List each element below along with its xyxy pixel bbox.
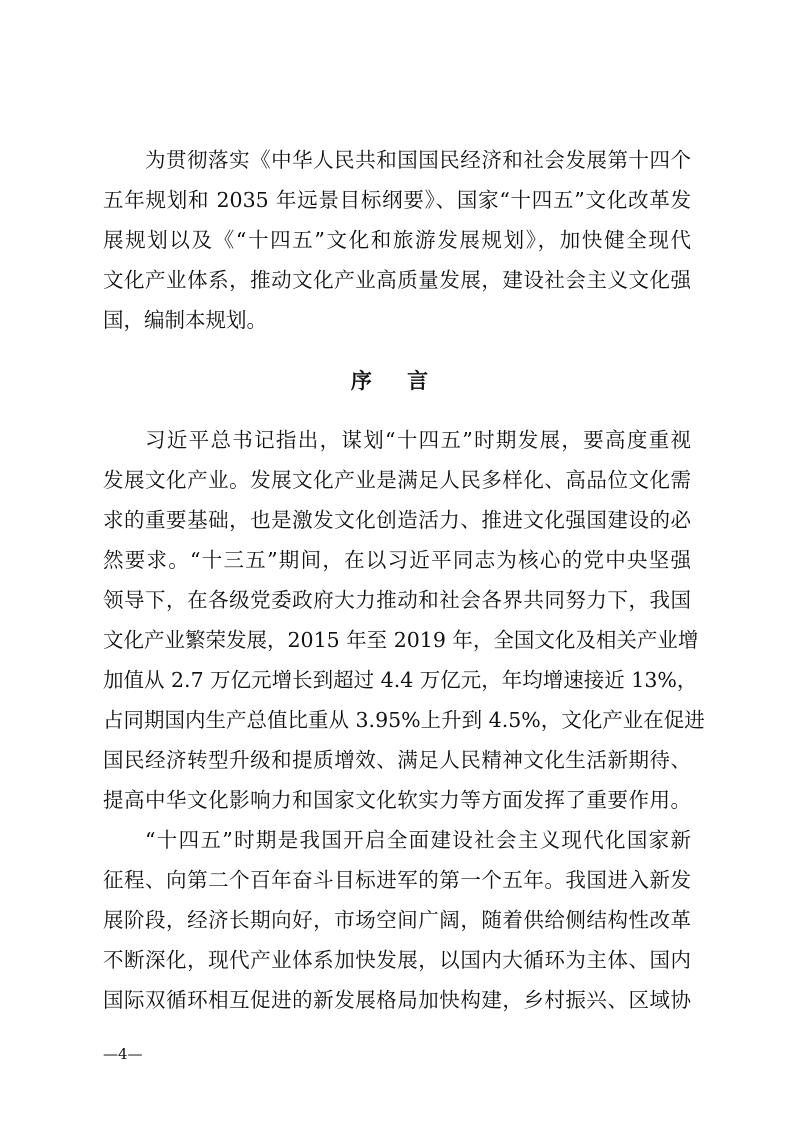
- paragraph-line: 然要求。“十三五”期间，在以习近平同志为核心的党中央坚强: [103, 548, 691, 572]
- paragraph-line: 领导下，在各级党委政府大力推动和社会各界共同努力下，我国: [103, 588, 691, 612]
- paragraph-line: “十四五”时期是我国开启全面建设社会主义现代化国家新: [145, 828, 691, 852]
- paragraph-line: 不断深化，现代产业体系加快发展，以国内大循环为主体、国内: [103, 948, 691, 972]
- intro-line: 文化产业体系，推动文化产业高质量发展，建设社会主义文化强: [103, 268, 691, 292]
- paragraph-line: 提高中华文化影响力和国家文化软实力等方面发挥了重要作用。: [103, 788, 691, 812]
- paragraph-line: 国际双循环相互促进的新发展格局加快构建，乡村振兴、区域协: [103, 988, 691, 1012]
- paragraph-line: 征程、向第二个百年奋斗目标进军的第一个五年。我国进入新发: [103, 868, 691, 892]
- page-number: —4—: [103, 1045, 143, 1063]
- paragraph-line: 加值从 2.7 万亿元增长到超过 4.4 万亿元，年均增速接近 13%，: [103, 668, 698, 692]
- paragraph-line: 习近平总书记指出，谋划“十四五”时期发展，要高度重视: [145, 428, 691, 452]
- paragraph-line: 文化产业繁荣发展，2015 年至 2019 年，全国文化及相关产业增: [103, 628, 699, 652]
- intro-line: 为贯彻落实《中华人民共和国国民经济和社会发展第十四个: [145, 148, 691, 172]
- intro-line: 五年规划和 2035 年远景目标纲要》、国家“十四五”文化改革发: [103, 188, 691, 212]
- paragraph-line: 求的重要基础，也是激发文化创造活力、推进文化强国建设的必: [103, 508, 691, 532]
- section-heading: 序 言: [350, 368, 443, 393]
- paragraph-line: 发展文化产业。发展文化产业是满足人民多样化、高品位文化需: [103, 468, 691, 492]
- intro-line: 国，编制本规划。: [103, 308, 267, 332]
- paragraph-line: 展阶段，经济长期向好，市场空间广阔，随着供给侧结构性改革: [103, 908, 691, 932]
- paragraph-line: 占同期国内生产总值比重从 3.95%上升到 4.5%，文化产业在促进: [103, 708, 705, 732]
- intro-line: 展规划以及《“十四五”文化和旅游发展规划》，加快健全现代: [103, 228, 691, 252]
- paragraph-line: 国民经济转型升级和提质增效、满足人民精神文化生活新期待、: [103, 748, 691, 772]
